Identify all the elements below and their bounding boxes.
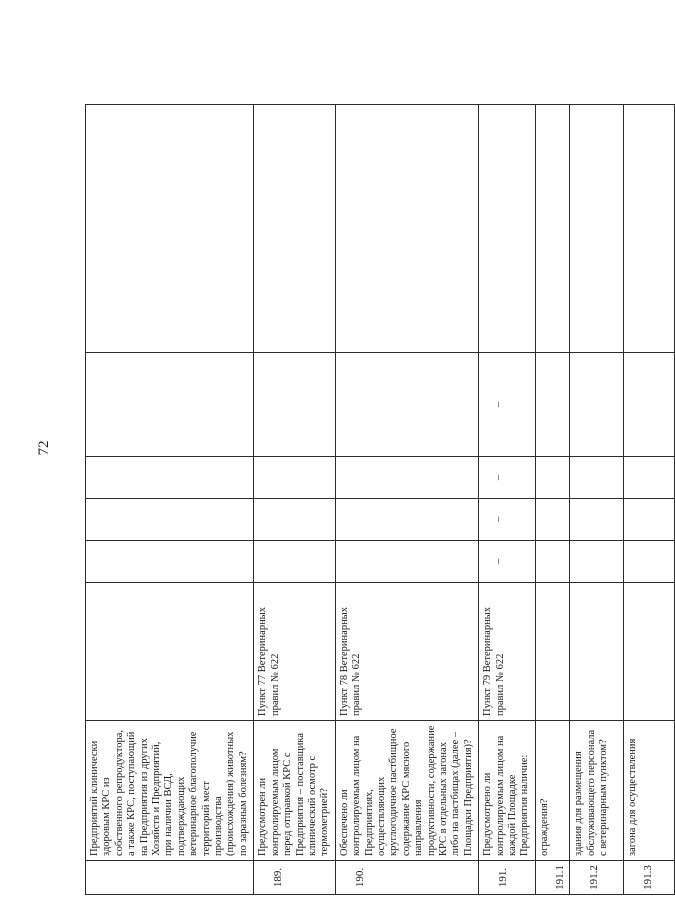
- answer-na-cell: [86, 457, 254, 499]
- answer-na-cell: [335, 457, 478, 499]
- answer-yes-cell: [535, 541, 569, 583]
- answer-no-cell: [335, 499, 478, 541]
- comment-cell: [335, 105, 478, 353]
- rotated-table-container: [85, 105, 655, 895]
- answer-no-cell: [254, 499, 335, 541]
- answer-no-cell: [535, 499, 569, 541]
- question-text: ограждения?: [538, 798, 550, 856]
- reference-cell: [570, 583, 624, 721]
- question-cell: [535, 721, 569, 861]
- answer-yes-cell: [570, 541, 624, 583]
- answer-no-cell: [624, 499, 675, 541]
- table-row: [624, 105, 675, 895]
- row-number: 191.3: [624, 861, 675, 895]
- row-number: 190.: [335, 861, 478, 895]
- reference-cell: [624, 583, 675, 721]
- question-text: Предприятий клинически здоровым КРС из собственного репродуктора, а также КРС, поступающий на Предприятия из других Хозяйств и Предприятий, при наличии ВСД, подтверждающих ветеринарное благополучие территорий мест производства (происхождения) животных по заразным болезням?: [89, 730, 249, 856]
- row-number: 191.2: [570, 861, 624, 895]
- answer-yes-cell: [254, 541, 335, 583]
- answer-yes-cell: [86, 541, 254, 583]
- table-row: [535, 105, 569, 895]
- question-cell: [624, 721, 675, 861]
- question-cell: [479, 721, 536, 861]
- answer-na-cell: [535, 457, 569, 499]
- question-cell: [86, 721, 254, 861]
- table-row: [479, 105, 536, 895]
- note-cell: [535, 353, 569, 457]
- question-cell: [570, 721, 624, 861]
- row-number: [86, 861, 254, 895]
- question-text: Обеспечено ли контролируемым лицом на Предприятиях, осуществляющих круглогодичное пастбищное содержание КРС мясного направления продуктивности, содержание КРС в отдельных загонах либо на пастбищах (далее – Площадки Предприятия)?: [338, 725, 474, 856]
- note-cell: [254, 353, 335, 457]
- answer-yes-cell: [335, 541, 478, 583]
- answer-na-cell: [254, 457, 335, 499]
- row-number: 191.1: [535, 861, 569, 895]
- page-number: 72: [36, 440, 52, 456]
- question-text: загона для осуществления: [627, 738, 639, 856]
- note-cell: [335, 353, 478, 457]
- note-cell: [624, 353, 675, 457]
- question-cell: [254, 721, 335, 861]
- row-number: 191.: [479, 861, 536, 895]
- table-row: [86, 105, 254, 895]
- comment-cell: [254, 105, 335, 353]
- reference-cell: Пункт 78 Ветеринарных правил № 622: [335, 583, 478, 721]
- comment-cell: [624, 105, 675, 353]
- note-cell: –: [479, 353, 536, 457]
- note-cell: [570, 353, 624, 457]
- answer-no-cell: [86, 499, 254, 541]
- table-row: [254, 105, 335, 895]
- comment-cell: [86, 105, 254, 353]
- answer-yes-cell: –: [479, 541, 536, 583]
- reference-cell: [86, 583, 254, 721]
- answer-yes-cell: [624, 541, 675, 583]
- question-text: Предусмотрен ли контролируемым лицом перед отправкой КРС с Предприятия – поставщика клинический осмотр с термометрией?: [257, 733, 331, 856]
- answer-na-cell: [570, 457, 624, 499]
- comment-cell: [535, 105, 569, 353]
- row-number: 189.: [254, 861, 335, 895]
- note-cell: [86, 353, 254, 457]
- question-text: здания для размещения обслуживающего персонала с ветеринарным пунктом?: [573, 729, 610, 856]
- table-row: [570, 105, 624, 895]
- reference-cell: Пункт 77 Ветеринарных правил № 622: [254, 583, 335, 721]
- answer-na-cell: [624, 457, 675, 499]
- reference-cell: Пункт 79 Ветеринарных правил № 622: [479, 583, 536, 721]
- comment-cell: [479, 105, 536, 353]
- answer-no-cell: [570, 499, 624, 541]
- checklist-table: [85, 104, 675, 895]
- question-text: Предусмотрено ли контролируемым лицом на каждой Площадке Предприятия наличие:: [482, 735, 531, 856]
- reference-cell: [535, 583, 569, 721]
- answer-no-cell: –: [479, 499, 536, 541]
- comment-cell: [570, 105, 624, 353]
- answer-na-cell: –: [479, 457, 536, 499]
- table-row: [335, 105, 478, 895]
- question-cell: [335, 721, 478, 861]
